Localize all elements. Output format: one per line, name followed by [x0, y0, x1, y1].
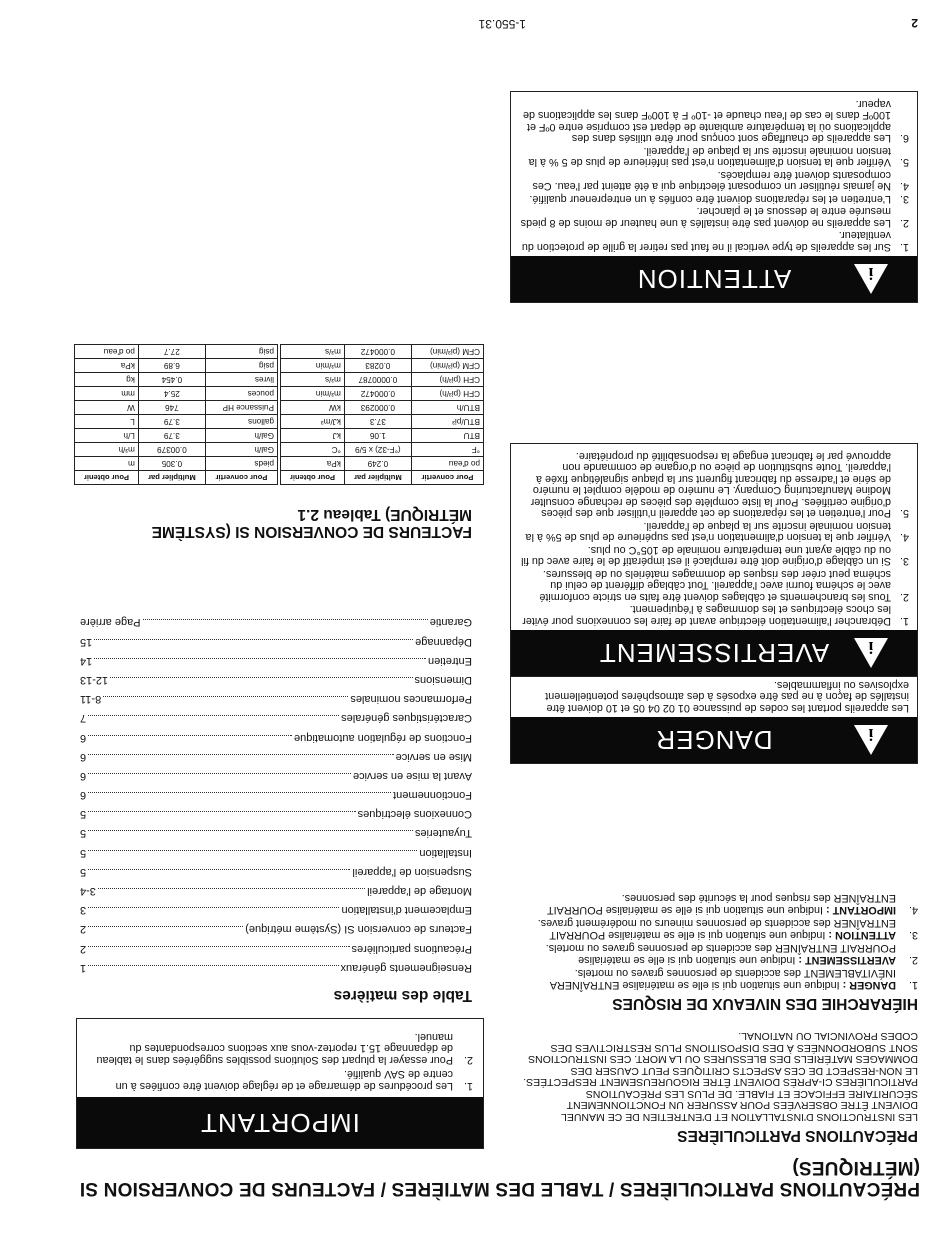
- conversion-title: FACTEURS DE CONVERSION SI (SYSTÈME MÉTRIQUE) Tableau 2.1: [151, 506, 472, 540]
- table-row: livres 0.454 kg: [75, 373, 278, 387]
- toc-entry[interactable]: Montage de l'appareil 3-4: [80, 885, 472, 898]
- hazard-hierarchy-list: [523, 890, 918, 990]
- table-header-row: Pour convertir Multiplier par Pour obtenir: [281, 471, 484, 485]
- toc-entry[interactable]: Dépannage 15: [80, 635, 472, 648]
- attention-banner: [511, 256, 917, 302]
- table-row: gallons 3.79 L: [75, 415, 278, 429]
- conversion-table-left: [280, 344, 484, 485]
- page-title: PRÉCAUTIONS PARTICULIÈRES / TABLE DES MATIÈRES / FACTEURS DE CONVERSION SI (MÉTRIQUES): [79, 1157, 920, 1199]
- toc-title: Table des matières: [333, 987, 472, 1004]
- warning-triangle-icon: [853, 263, 889, 295]
- list-item: 1. Sur les appareils de type vertical il ne faut pas retirer la grille de protection du ventilateur.: [521, 229, 909, 253]
- list-item: 5. Vérifier que la tension d'alimentation n'est pas inférieure de plus de 5 % à la tension nominale inscrite sur la plaque de l'appareil.: [528, 145, 909, 169]
- list-item: 4. Vérifier que la tension d'alimentation n'est pas supérieure de plus de 5% à la tension nominale inscrite sur la plaque de l'appareil.: [525, 520, 909, 544]
- hazard-item: 1. DANGER : Indique une situation qui si elle se matérialise ENTRAÎNERA INÉVITABLEMENT des accidents de personnes graves ou mortels.: [550, 967, 918, 991]
- svg-text:i: i: [868, 638, 874, 657]
- svg-text:i: i: [868, 264, 874, 283]
- toc-entry[interactable]: Connexions électriques 5: [80, 808, 472, 821]
- toc-entry[interactable]: Précautions particulières 2: [80, 942, 472, 955]
- toc-entry[interactable]: Renseignements généraux 1: [80, 961, 472, 974]
- table-row: BTU/pi³ 37.3 kJ/m³: [281, 415, 484, 429]
- hazard-item: 2. AVERTISSEMENT : Indique une situation qui si elle se matérialise POURRAIT ENTRAÎNER des accidents de personnes graves ou mortels.: [545, 942, 918, 966]
- important-list: [77, 1020, 483, 1098]
- danger-banner: [511, 717, 917, 763]
- danger-box: [510, 674, 918, 765]
- danger-title: DANGER: [655, 725, 773, 756]
- table-header-row: Pour convertir Multiplier par Pour obtenir: [75, 471, 278, 485]
- attention-list: [511, 93, 917, 257]
- table-row: pouces 25.4 mm: [75, 387, 278, 401]
- list-item: 6. Les appareils de chauffage sont conçus pour être utilisés dans des applications où la température ambiante de départ est comprise entre 0ºF et 100ºF dans le cas de l'eau chaude et -10º F à 100ºF dans les applications de vapeur.: [522, 98, 909, 145]
- table-row: CFH (pi³/h) 0.000472 m³/min: [281, 387, 484, 401]
- list-item: 2. Tous les branchements et câblages doivent être faits en stricte conformité avec le schéma fourni avec l'appareil. Tout câblage différent de celui du schéma peut créer des risques de dommages matériels ou de blessures.: [539, 568, 909, 603]
- conversion-table-right: [74, 344, 278, 485]
- warning-triangle-icon: [853, 724, 889, 756]
- table-row: BTU/h 0.000293 kW: [281, 401, 484, 415]
- list-item: 4. Ne jamais réutiliser un composant électrique qui a été atteint par l'eau. Ces composants doivent être remplacés.: [532, 169, 909, 193]
- attention-title: ATTENTION: [636, 264, 792, 295]
- table-row: Gal/h 0.00379 m³/h: [75, 443, 278, 457]
- toc-entry[interactable]: Fonctions de régulation automatique 6: [80, 731, 472, 744]
- avertissement-box: [510, 444, 918, 678]
- toc-entry[interactable]: Entretien 14: [80, 654, 472, 667]
- list-item: 1. Débrancher l'alimentation électrique avant de faire les connexions pour éviter les chocs électriques et les dommages à l'équipement.: [522, 603, 909, 627]
- table-row: CFM (pi³/min) 0.000472 m³/s: [281, 345, 484, 359]
- toc-entry[interactable]: Mise en service 6: [80, 750, 472, 763]
- toc-entry[interactable]: Caractéristiques générales 7: [80, 712, 472, 725]
- list-item: 5. Pour l'entretien et les réparations de cet appareil n'utiliser que des pièces d'origine certifiées. Pour la liste complète des pièces de rechange consulter Modine Manufacturing Company. Le numéro de modèle complet le numéro de série et l'adresse du fabricant figurent sur la plaque signalétique fixée à l'appareil. Toute substitution de pièce ou d'organe de commande non approuvé par le fabricant engage la responsabilité du propriétaire.: [530, 450, 909, 520]
- toc-entry[interactable]: Emplacement d'installation 3: [80, 904, 472, 917]
- special-precautions-intro: LES INSTRUCTIONS D'INSTALLATION ET D'ENTRETIEN DE CE MANUEL DOIVENT ÊTRE OBSERVÉES POUR ASSURER UN FONCTIONNEMENT SÉCURITAIRE EFFICACE ET FIABLE. DE PLUS LES PRÉCAUTIONS PARTICULIÈRES CI-APRÈS DOIVENT ÊTRE RIGOUREUSEMENT RESPECTÉES. LE NON-RESPECT DE CES ASPECTS CRITIQUES PEUT CAUSER DES DOMMAGES MATÉRIELS DES BLESSURES OU LA MORT. CES INSTRUCTIONS SONT SUBORDONNÉES À DES DISPOSITIONS PLUS RESTRICTIVES DES CODES PROVINCIAL OU NATIONAL.: [523, 1030, 918, 1123]
- document-number: 1-550.31: [478, 17, 526, 31]
- toc-entry[interactable]: Suspension de l'appareil 5: [80, 865, 472, 878]
- table-row: po d'eau 0.249 kPa: [281, 457, 484, 471]
- hazard-item: 3. ATTENTION : Indique une situation qui si elle se matérialise POURRAIT ENTRAÎNER des accidents de personnes mineurs ou modérément graves.: [537, 917, 918, 941]
- table-row: psig 6.89 kPa: [75, 359, 278, 373]
- important-box: [76, 1019, 484, 1150]
- danger-text: Les appareils portant les codes de puissance 01 02 04 05 et 10 doivent être installés de façon à ne pas être exposés à des atmosphères potentiellement explosives ou inflammables.: [545, 679, 909, 714]
- hazard-item: 4. IMPORTANT : Indique une situation qui si elle se matérialise POURRAIT ENTRAÎNER des risques pour la sécurité des personnes.: [547, 892, 918, 916]
- avertissement-banner: [511, 630, 917, 676]
- toc-entry[interactable]: Tuyauteries 5: [80, 827, 472, 840]
- toc-entry[interactable]: Garantie Page arrière: [80, 616, 472, 629]
- list-item: 3. L'entretien et les réparations doivent être confiés à un entrepreneur qualifié.: [529, 193, 909, 205]
- list-item: 3. Si un câblage d'origine doit être remplacé il est impératif de le faire avec du fil ou du câble ayant une température nominale de 105°C ou plus.: [521, 544, 909, 568]
- table-row: psig 27.7 po d'eau: [75, 345, 278, 359]
- list-item: 2. Pour essayer la plupart des Solutions possibles suggérées dans le tableau de dépannage 15.1 reportez-vous aux sections correspondantes du manuel.: [96, 1031, 473, 1066]
- table-row: Gal/h 3.79 L/h: [75, 429, 278, 443]
- table-row: Puissance HP 746 W: [75, 401, 278, 415]
- toc-entry[interactable]: Facteurs de conversion SI (Système métrique) 2: [80, 923, 472, 936]
- svg-text:i: i: [868, 725, 874, 744]
- table-row: °F (°F-32) x 5/9 °C: [281, 443, 484, 457]
- avertissement-title: AVERTISSEMENT: [598, 638, 830, 669]
- table-of-contents: [80, 616, 472, 981]
- toc-entry[interactable]: Fonctionnement 6: [80, 789, 472, 802]
- list-item: 2. Les appareils ne doivent pas être installés à une hauteur de moins de 8 pieds mesurée entre le dessous et le plancher.: [520, 205, 909, 229]
- toc-entry[interactable]: Performances nominales 8-11: [80, 693, 472, 706]
- special-precautions-heading: PRÉCAUTIONS PARTICULIÈRES: [677, 1127, 918, 1144]
- avertissement-list: [511, 445, 917, 631]
- table-row: pieds 0.305 m: [75, 457, 278, 471]
- table-row: CFH (pi³/h) 0.0000787 m³/s: [281, 373, 484, 387]
- list-item: 1. Les procédures de démarrage et de réglage doivent être confiées à un centre de SAV qualifié.: [115, 1068, 473, 1092]
- toc-entry[interactable]: Avant la mise en service 6: [80, 769, 472, 782]
- important-title: IMPORTANT: [77, 1097, 483, 1148]
- table-row: CFM (pi³/min) 0.0283 m³/min: [281, 359, 484, 373]
- toc-entry[interactable]: Dimensions 12-13: [80, 674, 472, 686]
- page-number: 2: [911, 16, 918, 30]
- hazard-hierarchy-heading: HIÉRARCHIE DES NIVEAUX DE RISQUES: [612, 995, 918, 1012]
- attention-box: [510, 92, 918, 304]
- toc-entry[interactable]: Installation 5: [80, 846, 472, 859]
- warning-triangle-icon: [853, 637, 889, 669]
- table-row: BTU 1.06 kJ: [281, 429, 484, 443]
